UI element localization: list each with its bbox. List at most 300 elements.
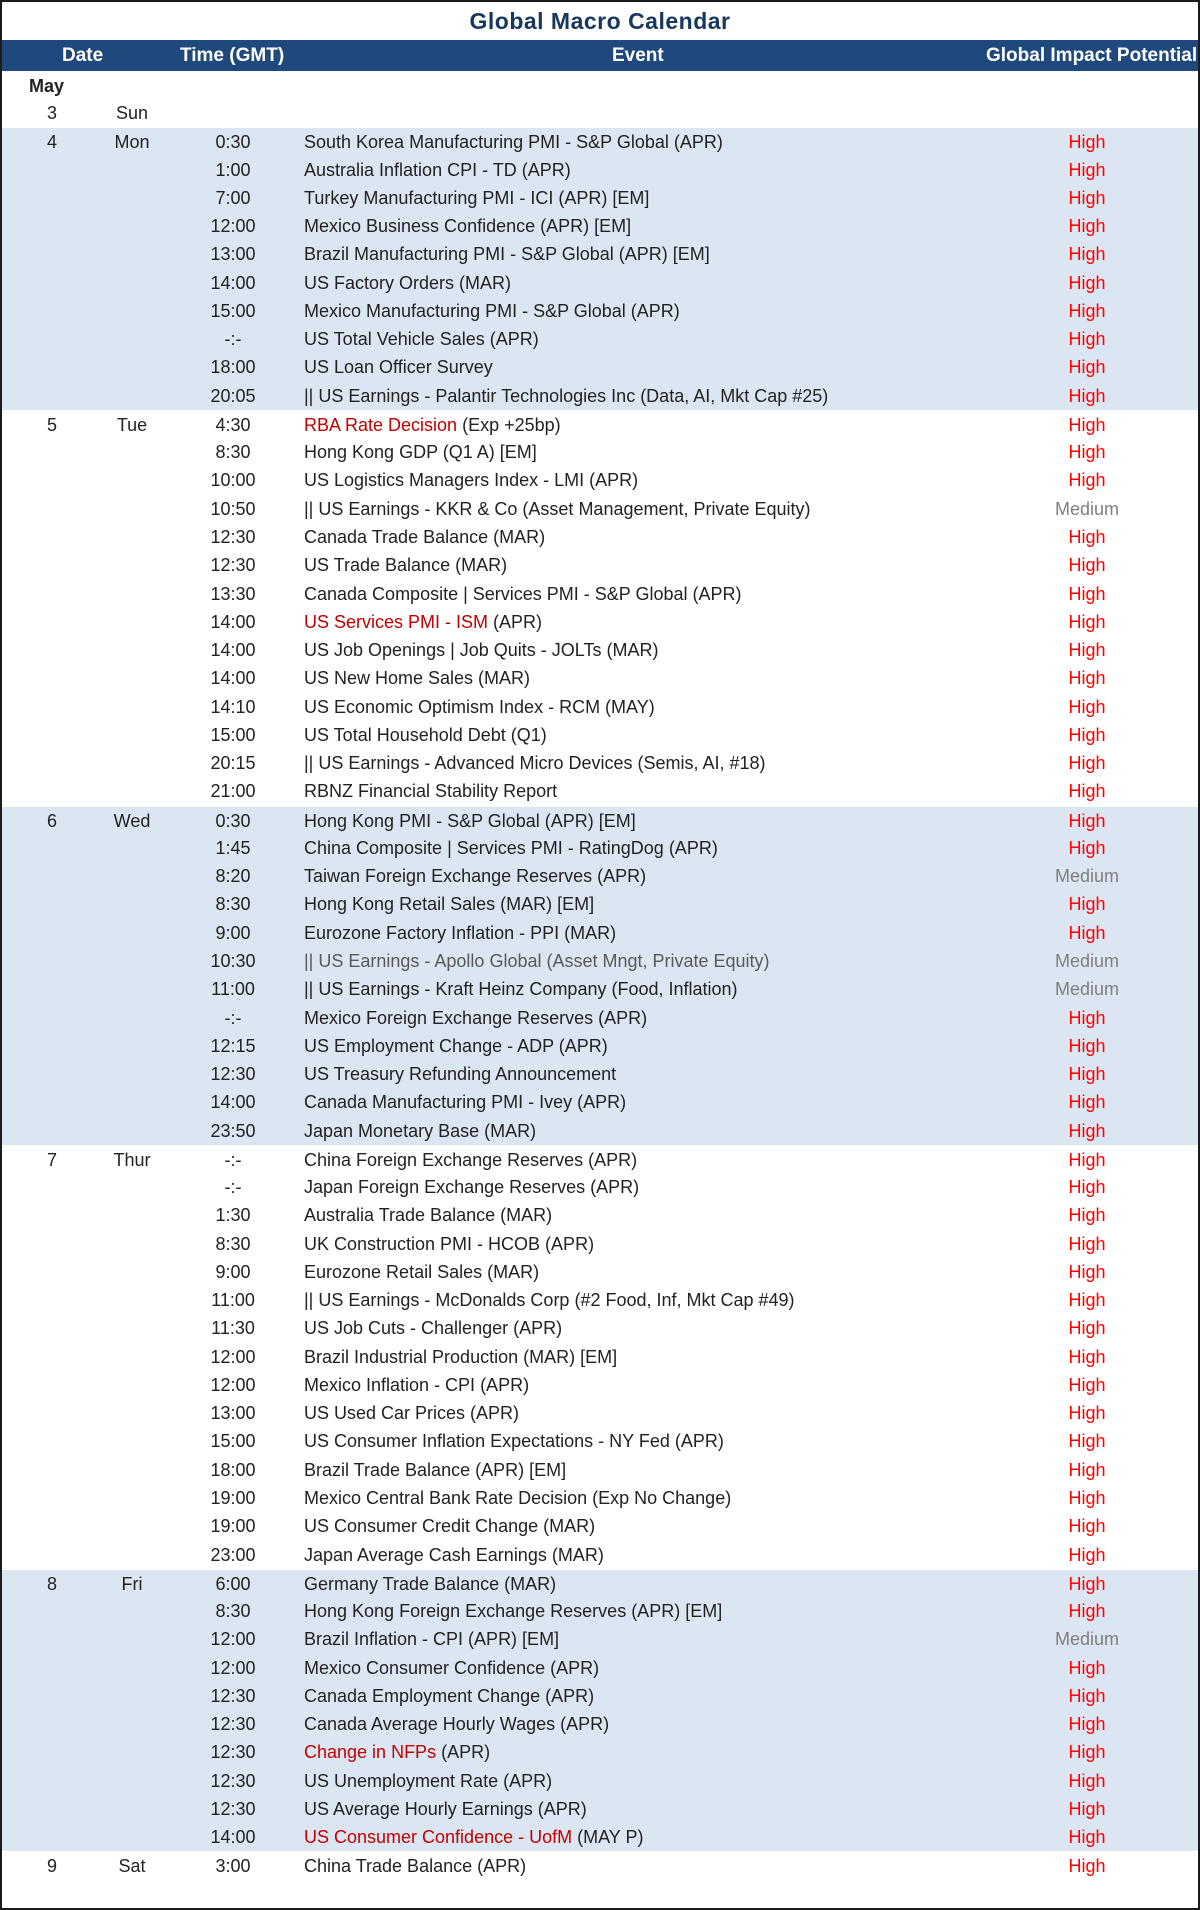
impact-level: High [1068,216,1106,237]
event-name [304,1541,604,1569]
event-name [304,1767,552,1795]
table-row [2,919,1198,947]
table-row [2,1767,1198,1795]
event-text: Hong Kong PMI - S&P Global (APR) [EM] [304,810,636,831]
event-name [304,919,616,947]
impact-level: High [1068,1290,1106,1311]
table-row [2,1427,1198,1455]
event-time: 12:15 [210,1035,256,1056]
impact-level: High [1068,640,1106,661]
table-row [2,156,1198,184]
table-row [2,1399,1198,1427]
event-time: 3:00 [215,1856,251,1877]
impact-level: High [1068,1035,1106,1056]
event-text: Eurozone Factory Inflation - PPI (MAR) [304,922,617,943]
impact-level: High [1068,1261,1106,1282]
table-header [2,40,1198,71]
day-number: 7 [46,1149,57,1170]
event-name [304,1427,724,1455]
event-time: 1:30 [215,1205,251,1226]
event-text: || US Earnings - McDonalds Corp (#2 Food, Inf, Mkt Cap #49) [304,1290,795,1311]
event-text: Brazil Manufacturing PMI - S&P Global (APR) [EM] [304,244,710,265]
table-row [2,1597,1198,1625]
day-number: 8 [46,1573,57,1594]
event-name [304,1032,608,1060]
impact-level: Medium [1054,979,1120,1000]
event-name [304,1173,639,1201]
impact-level: High [1068,272,1106,293]
event-time: 23:50 [210,1120,256,1141]
day-of-week: Tue [116,414,148,435]
table-row [2,1088,1198,1116]
event-text: US Treasury Refunding Announcement [304,1064,617,1085]
impact-level: High [1068,329,1106,350]
event-time: 14:00 [210,1092,256,1113]
impact-level: High [1068,894,1106,915]
event-time: 8:30 [215,1601,251,1622]
event-text: Australia Trade Balance (MAR) [304,1205,553,1226]
impact-level: High [1068,555,1106,576]
header-event: Event [612,45,664,66]
header-impact: Global Impact Potential [986,45,1198,66]
event-name [304,1654,599,1682]
event-text: Japan Monetary Base (MAR) [304,1120,537,1141]
event-text: RBNZ Financial Stability Report [304,781,558,802]
day-of-week: Thur [113,1149,151,1170]
table-row [2,551,1198,579]
table-row [2,1286,1198,1314]
event-name [304,240,710,268]
event-time: 14:00 [210,668,256,689]
event-time: 9:00 [215,1261,251,1282]
event-name [304,1146,637,1174]
table-row [2,1201,1198,1229]
impact-level: High [1068,1007,1106,1028]
event-time: 18:00 [210,1459,256,1480]
impact-level: High [1068,526,1106,547]
table-row [2,636,1198,664]
event-name [304,1343,617,1371]
day-of-week: Fri [121,1573,143,1594]
event-text: Canada Composite | Services PMI - S&P Global (APR) [304,583,742,604]
table-row [2,127,1198,155]
impact-level: High [1068,1798,1106,1819]
event-time: 12:30 [210,555,256,576]
event-name [304,1597,722,1625]
event-time: 10:30 [210,950,256,971]
event-name [304,1456,566,1484]
event-time: 13:00 [210,244,256,265]
impact-level: High [1068,300,1106,321]
event-text: Hong Kong Foreign Exchange Reserves (APR) [EM] [304,1601,723,1622]
event-name [304,551,507,579]
event-text: UK Construction PMI - HCOB (APR) [304,1233,595,1254]
impact-level: High [1068,470,1106,491]
table-row [2,353,1198,381]
event-text: (Exp +25bp) [457,414,561,435]
event-time: 12:30 [210,1714,256,1735]
table-row [2,325,1198,353]
event-text: China Composite | Services PMI - RatingDog (APR) [304,837,718,858]
event-name [304,1060,616,1088]
day-of-week: Sat [118,1856,146,1877]
event-text: US Unemployment Rate (APR) [304,1770,553,1791]
event-name [304,975,738,1003]
event-name [304,438,537,466]
event-text: Taiwan Foreign Exchange Reserves (APR) [304,866,647,887]
table-row [2,1117,1198,1145]
impact-level: High [1068,724,1106,745]
table-row [2,1484,1198,1512]
event-text: Japan Foreign Exchange Reserves (APR) [304,1177,640,1198]
event-time: 12:30 [210,526,256,547]
event-time: 15:00 [210,300,256,321]
event-name [304,1201,552,1229]
event-time: 4:30 [215,414,251,435]
table-row [2,1851,1198,1879]
impact-level: High [1068,611,1106,632]
table-row [2,947,1198,975]
event-name [304,1399,519,1427]
event-text: Mexico Manufacturing PMI - S&P Global (APR) [304,300,680,321]
event-text: Japan Average Cash Earnings (MAR) [304,1544,604,1565]
event-name [304,1625,559,1653]
event-name [304,1371,529,1399]
table-row [2,382,1198,410]
event-time: 11:00 [211,1290,255,1311]
event-name [304,1484,731,1512]
event-time: 19:00 [210,1516,256,1537]
impact-level: High [1068,1233,1106,1254]
event-name [304,664,530,692]
impact-level: High [1068,1488,1106,1509]
event-time: -:- [224,329,242,350]
event-time: 13:00 [210,1403,256,1424]
event-text: Germany Trade Balance (MAR) [304,1573,557,1594]
table-row [2,580,1198,608]
event-text: Brazil Inflation - CPI (APR) [EM] [304,1629,560,1650]
event-name [304,1286,795,1314]
impact-level: High [1068,837,1106,858]
event-text: US Job Cuts - Challenger (APR) [304,1318,563,1339]
impact-level: High [1068,1318,1106,1339]
event-time: 0:30 [215,810,251,831]
table-row [2,1343,1198,1371]
event-time: 15:00 [210,724,256,745]
event-name [304,382,828,410]
table-row [2,99,1198,127]
event-name [304,807,636,835]
event-time: 1:45 [215,837,251,858]
table-row [2,1738,1198,1766]
event-name [304,636,658,664]
month-label: May [29,76,65,96]
impact-level: High [1068,159,1106,180]
event-text: || US Earnings - Kraft Heinz Company (Food, Inflation) [304,979,738,1000]
impact-level: Medium [1054,950,1120,971]
table-row [2,269,1198,297]
event-name [304,862,646,890]
table-row [2,1682,1198,1710]
impact-level: High [1068,583,1106,604]
event-text: US Total Vehicle Sales (APR) [304,329,539,350]
day-of-week: Wed [113,810,151,831]
event-time: 14:00 [210,640,256,661]
event-time: 21:00 [210,781,256,802]
event-time: 14:10 [210,696,256,717]
impact-level: High [1068,810,1106,831]
table-row [2,1004,1198,1032]
event-name [304,523,545,551]
table-row [2,466,1198,494]
table-row [2,1258,1198,1286]
impact-level: Medium [1054,866,1120,887]
event-text: Canada Manufacturing PMI - Ivey (APR) [304,1092,627,1113]
table-row [2,1371,1198,1399]
event-name [304,325,539,353]
event-text: US Used Car Prices (APR) [304,1403,520,1424]
impact-level: High [1068,1685,1106,1706]
event-name [304,269,511,297]
event-text: Canada Average Hourly Wages (APR) [304,1714,610,1735]
event-text: Turkey Manufacturing PMI - ICI (APR) [EM] [304,187,650,208]
event-time: 6:00 [215,1573,251,1594]
event-name [304,411,561,439]
event-name [304,1682,594,1710]
impact-level: High [1068,696,1106,717]
event-time: 11:00 [211,979,255,1000]
calendar-rows [2,99,1198,1880]
day-number: 6 [46,810,57,831]
event-highlight: RBA Rate Decision [304,414,458,435]
event-highlight: US Services PMI - ISM [304,611,489,632]
event-name [304,1710,609,1738]
event-text: US Logistics Managers Index - LMI (APR) [304,470,639,491]
day-number: 4 [46,132,57,153]
event-text: (APR) [488,611,543,632]
impact-level: High [1068,668,1106,689]
table-row [2,1032,1198,1060]
impact-level: Medium [1054,1629,1120,1650]
event-name [304,1004,647,1032]
event-text: Mexico Inflation - CPI (APR) [304,1374,530,1395]
event-time: 18:00 [210,357,256,378]
table-row [2,693,1198,721]
event-text: || US Earnings - Advanced Micro Devices (Semis, AI, #18) [304,753,766,774]
table-row [2,523,1198,551]
event-text: || US Earnings - Palantir Technologies Inc (Data, AI, Mkt Cap #25) [304,385,829,406]
event-text: Brazil Industrial Production (MAR) [EM] [304,1346,618,1367]
impact-level: High [1068,1601,1106,1622]
event-time: 12:30 [210,1685,256,1706]
event-text: || US Earnings - Apollo Global (Asset Mngt, Private Equity) [304,950,770,971]
event-text: South Korea Manufacturing PMI - S&P Global (APR) [304,132,723,153]
event-name [304,890,594,918]
event-time: 12:00 [210,1374,256,1395]
event-time: 20:05 [210,385,256,406]
impact-level: High [1068,132,1106,153]
event-name [304,834,718,862]
impact-level: High [1068,1742,1106,1763]
table-row [2,410,1198,438]
event-highlight: US Consumer Confidence - UofM [304,1827,573,1848]
impact-level: High [1068,1459,1106,1480]
day-number: 3 [46,103,57,123]
event-name [304,1852,526,1880]
event-text: US Job Openings | Job Quits - JOLTs (MAR) [304,640,659,661]
event-time: 20:15 [210,753,256,774]
table-row [2,1512,1198,1540]
event-text: US Factory Orders (MAR) [304,272,512,293]
event-text: Canada Employment Change (APR) [304,1685,595,1706]
impact-level: High [1068,187,1106,208]
table-row [2,1173,1198,1201]
impact-level: High [1068,1374,1106,1395]
table-row [2,212,1198,240]
table-row [2,1145,1198,1173]
header-time: Time (GMT) [180,45,285,66]
event-text: || US Earnings - KKR & Co (Asset Management, Private Equity) [304,498,811,519]
event-time: 8:30 [215,442,251,463]
event-name [304,297,680,325]
event-text: US Employment Change - ADP (APR) [304,1035,608,1056]
table-row [2,749,1198,777]
table-row [2,1823,1198,1851]
impact-level: High [1068,1403,1106,1424]
event-time: 7:00 [215,187,251,208]
event-name [304,1570,556,1598]
event-time: 13:30 [210,583,256,604]
event-name [304,128,723,156]
table-row [2,862,1198,890]
table-row [2,1060,1198,1088]
day-of-week: Sun [115,103,149,123]
impact-level: High [1068,1177,1106,1198]
event-time: 12:00 [210,1657,256,1678]
event-name [304,1512,595,1540]
event-text: Mexico Central Bank Rate Decision (Exp No Change) [304,1488,732,1509]
event-time: 10:00 [210,470,256,491]
table-row [2,608,1198,636]
impact-level: High [1068,357,1106,378]
event-time: 0:30 [215,132,251,153]
day-number: 5 [46,414,57,435]
event-text: Brazil Trade Balance (APR) [EM] [304,1459,567,1480]
event-name [304,184,649,212]
table-row [2,438,1198,466]
event-name [304,721,547,749]
event-text: Canada Trade Balance (MAR) [304,526,546,547]
table-row [2,1795,1198,1823]
event-time: -:- [224,1177,242,1198]
event-time: 8:30 [215,894,251,915]
header-date: Date [62,45,104,66]
event-name [304,1258,539,1286]
event-name [304,580,742,608]
impact-level: Medium [1054,498,1120,519]
impact-level: High [1068,1120,1106,1141]
impact-level: High [1068,1827,1106,1848]
event-time: 12:30 [210,1064,256,1085]
event-name [304,212,631,240]
event-name [304,466,638,494]
event-name [304,749,766,777]
impact-level: High [1068,753,1106,774]
impact-level: High [1068,385,1106,406]
event-text: China Trade Balance (APR) [304,1856,527,1877]
event-text: US Loan Officer Survey [304,357,493,378]
event-time: 1:00 [215,159,251,180]
table-row [2,1625,1198,1653]
impact-level: High [1068,1856,1106,1877]
event-time: 12:00 [210,216,256,237]
event-time: 12:30 [210,1742,256,1763]
event-text: Mexico Foreign Exchange Reserves (APR) [304,1007,648,1028]
event-text: Australia Inflation CPI - TD (APR) [304,159,571,180]
event-text: US Trade Balance (MAR) [304,555,508,576]
event-time: 12:30 [210,1770,256,1791]
event-time: 14:00 [210,1827,256,1848]
event-name [304,1795,587,1823]
table-row [2,806,1198,834]
event-name [304,1823,643,1851]
event-text: China Foreign Exchange Reserves (APR) [304,1149,638,1170]
event-text: US Average Hourly Earnings (APR) [304,1798,587,1819]
event-text: Hong Kong Retail Sales (MAR) [EM] [304,894,595,915]
impact-level: High [1068,442,1106,463]
event-time: 12:30 [210,1798,256,1819]
table-row [2,1710,1198,1738]
table-row [2,975,1198,1003]
table-row [2,1654,1198,1682]
impact-level: High [1068,414,1106,435]
event-text: (APR) [436,1742,491,1763]
day-number: 9 [46,1856,57,1877]
table-row [2,1541,1198,1569]
event-time: -:- [224,1149,242,1170]
event-name [304,1088,626,1116]
impact-level: High [1068,1092,1106,1113]
event-name [304,353,493,381]
table-row [2,495,1198,523]
event-name [304,693,655,721]
event-text: US Total Household Debt (Q1) [304,724,547,745]
event-time: 15:00 [210,1431,256,1452]
table-row [2,184,1198,212]
impact-level: High [1068,1714,1106,1735]
event-name [304,1230,594,1258]
table-row [2,664,1198,692]
event-highlight: Change in NFPs [304,1742,437,1763]
table-row [2,834,1198,862]
event-name [304,495,811,523]
event-time: 14:00 [210,611,256,632]
event-time: -:- [224,1007,242,1028]
impact-level: High [1068,1205,1106,1226]
impact-level: High [1068,1516,1106,1537]
impact-level: High [1068,1573,1106,1594]
event-text: US Consumer Credit Change (MAR) [304,1516,596,1537]
event-time: 9:00 [215,922,251,943]
event-text: Mexico Consumer Confidence (APR) [304,1657,600,1678]
table-row [2,721,1198,749]
impact-level: High [1068,1346,1106,1367]
event-time: 14:00 [210,272,256,293]
event-time: 12:00 [210,1629,256,1650]
impact-level: High [1068,244,1106,265]
day-of-week: Mon [114,132,150,153]
impact-level: High [1068,1064,1106,1085]
